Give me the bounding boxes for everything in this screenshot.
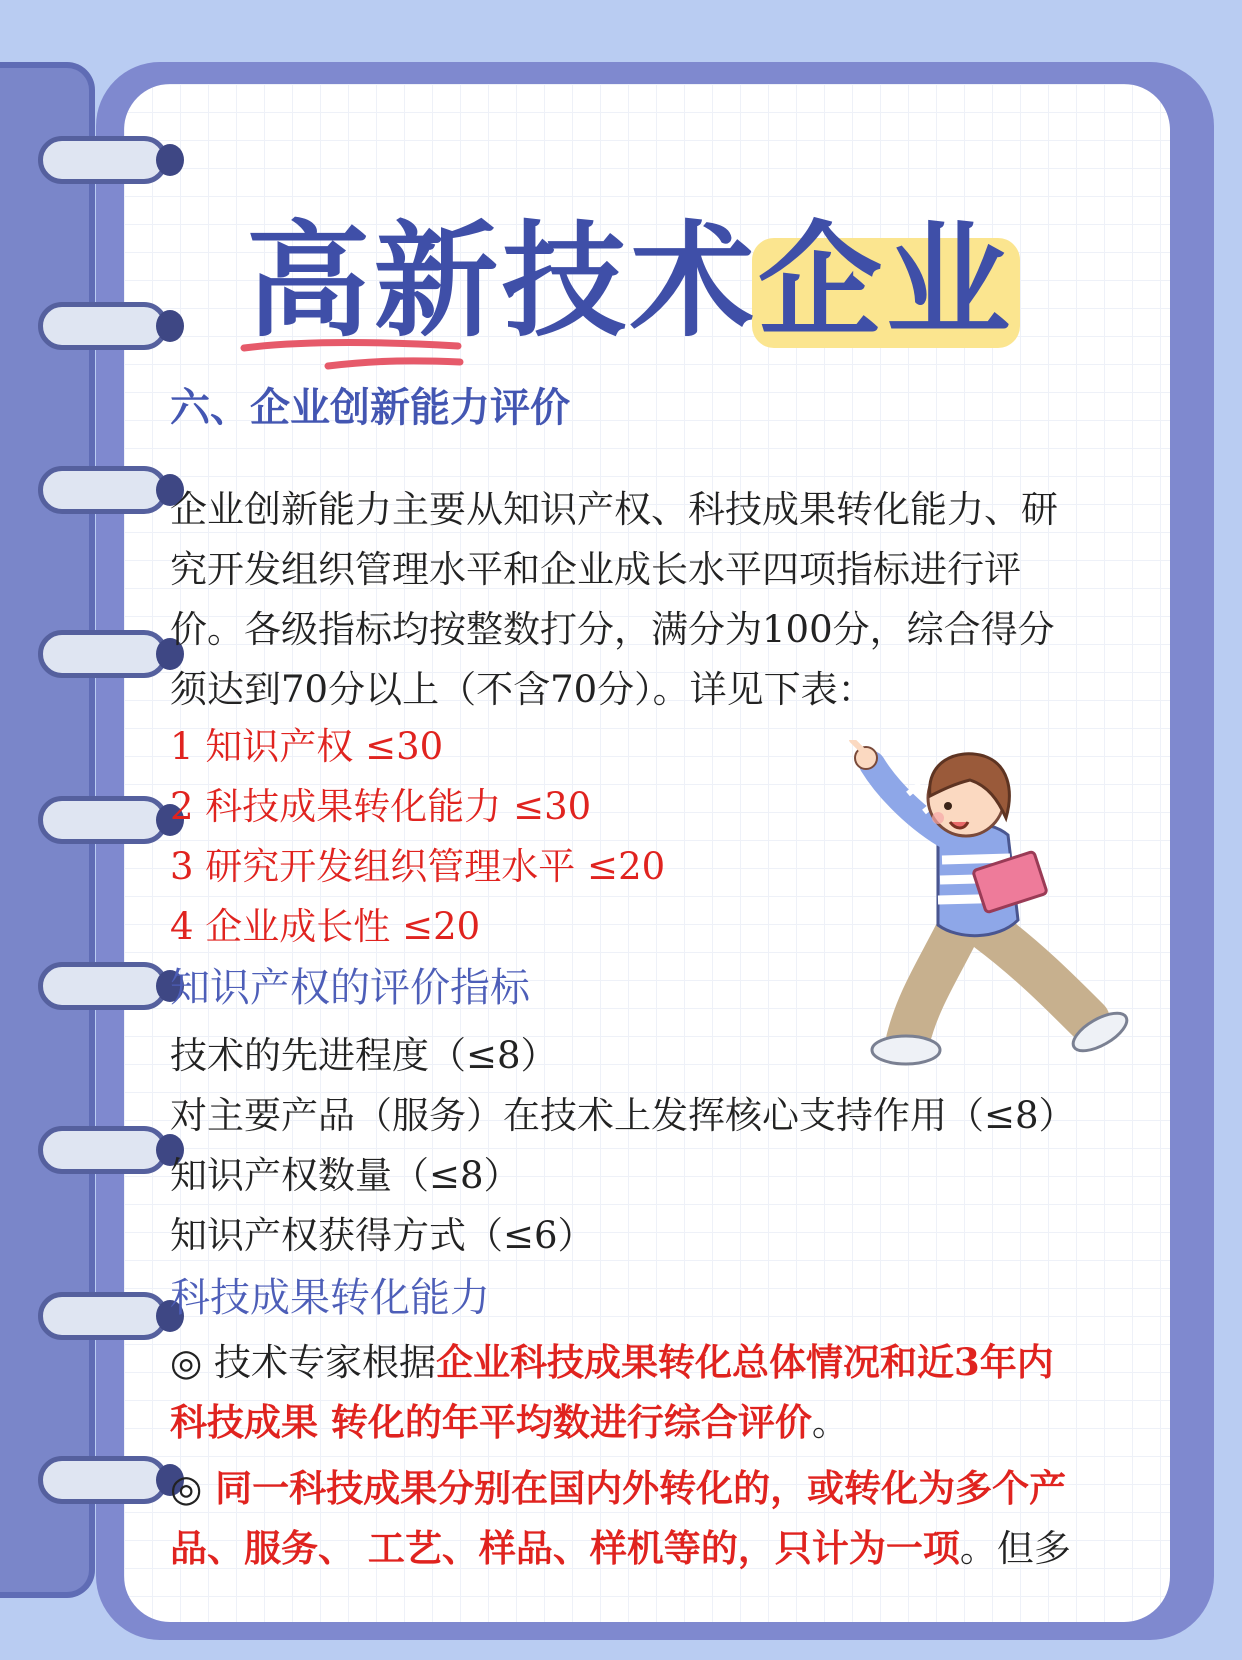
binder-ring xyxy=(38,630,168,678)
ip-eval-item: 知识产权数量（≤8） xyxy=(170,1154,521,1197)
transfer-p1-lead: 技术专家根据 xyxy=(202,1341,437,1384)
pointing-girl-illustration xyxy=(838,740,1158,1070)
transfer-paragraph-1-line-2 xyxy=(170,1400,849,1445)
title-squiggle-underline xyxy=(238,338,468,378)
ip-eval-item: 知识产权获得方式（≤6） xyxy=(170,1214,595,1257)
bullet-icon: ◎ xyxy=(170,1341,203,1384)
indicator-item: 4 企业成长性 ≤20 xyxy=(170,905,481,948)
title-main: 高新技术 xyxy=(246,210,759,354)
binder-ring xyxy=(38,1456,168,1504)
binder-ring xyxy=(38,962,168,1010)
transfer-p1-emphasis-cont: 科技成果 转化的年平均数进行综合评价 xyxy=(170,1400,812,1444)
transfer-heading: 科技成果转化能力 xyxy=(170,1275,490,1321)
binder-ring xyxy=(38,1126,168,1174)
binder-ring xyxy=(38,1292,168,1340)
binder-ring xyxy=(38,796,168,844)
transfer-paragraph-2-line-2 xyxy=(170,1526,1071,1571)
transfer-p1-emphasis: 企业科技成果转化总体情况和近3年内 xyxy=(436,1340,1054,1384)
page-title xyxy=(246,212,1014,352)
indicator-item: 2 科技成果转化能力 ≤30 xyxy=(170,785,592,828)
transfer-p1-tail: 。 xyxy=(811,1401,849,1444)
ip-eval-item: 对主要产品（服务）在技术上发挥核心支持作用（≤8） xyxy=(170,1094,1076,1137)
transfer-paragraph-1-line-1 xyxy=(170,1340,1054,1385)
transfer-p2-emphasis: 同一科技成果分别在国内外转化的，或转化为多个产 xyxy=(202,1466,1067,1510)
intro-line: 企业创新能力主要从知识产权、科技成果转化能力、研 xyxy=(170,488,1058,531)
transfer-paragraph-2-line-1 xyxy=(170,1466,1066,1511)
bullet-icon: ◎ xyxy=(170,1467,203,1510)
intro-line: 须达到70分以上（不含70分）。详见下表： xyxy=(170,668,875,711)
transfer-p2-emphasis-cont: 品、服务、 工艺、样品、样机等的，只计为一项 xyxy=(170,1526,960,1570)
ip-eval-heading: 知识产权的评价指标 xyxy=(170,965,530,1011)
title-highlight: 企业 xyxy=(758,210,1015,354)
intro-line: 价。各级指标均按整数打分，满分为100分，综合得分 xyxy=(170,608,1055,651)
title-area xyxy=(0,0,1242,400)
intro-line: 究开发组织管理水平和企业成长水平四项指标进行评 xyxy=(170,548,1021,591)
indicator-item: 3 研究开发组织管理水平 ≤20 xyxy=(170,845,666,888)
ip-eval-item: 技术的先进程度（≤8） xyxy=(170,1034,558,1077)
binder-ring xyxy=(38,466,168,514)
indicator-item: 1 知识产权 ≤30 xyxy=(170,725,444,768)
transfer-p2-tail: 。但多 xyxy=(959,1527,1071,1570)
section-heading: 六、企业创新能力评价 xyxy=(170,385,570,431)
